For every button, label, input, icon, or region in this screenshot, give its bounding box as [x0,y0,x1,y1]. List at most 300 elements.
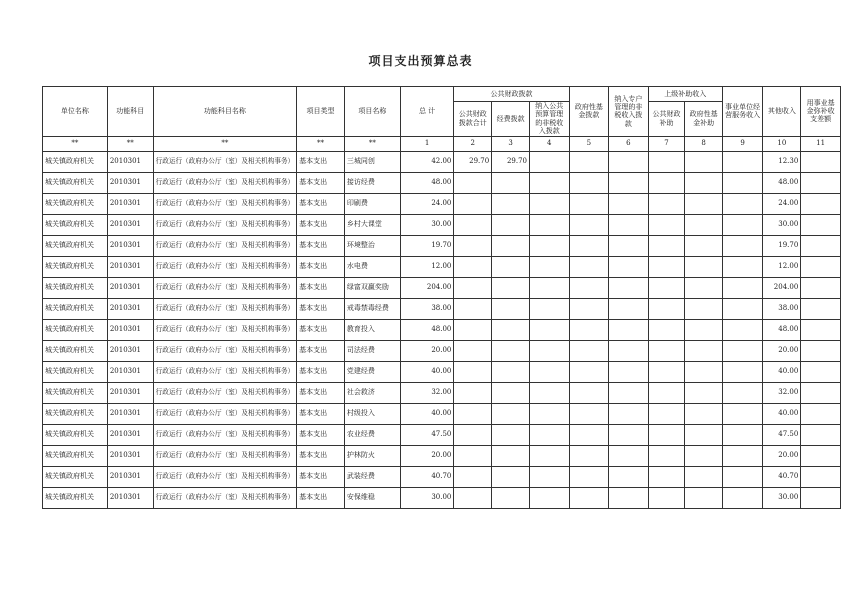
cell-balance [801,151,841,172]
cell-operation [722,466,763,487]
cell-pf-total [454,235,492,256]
cell-sup-public [648,298,685,319]
cell-operation [722,214,763,235]
cell-sup-public [648,445,685,466]
cell-other: 47.50 [763,424,801,445]
cell-pf-special [529,445,569,466]
header-func-name: 功能科目名称 [153,87,296,137]
cell-pf-total [454,487,492,508]
cell-pf-total [454,382,492,403]
cell-sup-public [648,466,685,487]
cell-pf-salary: 29.70 [492,151,530,172]
cell-func-code: 2010301 [107,445,153,466]
cell-other: 24.00 [763,193,801,214]
cell-func-name: 行政运行（政府办公厅（室）及相关机构事务） [153,193,296,214]
cell-balance [801,340,841,361]
cell-gov-fund [569,487,609,508]
index-cell: ** [344,136,400,151]
cell-pf-total [454,172,492,193]
cell-proj-name: 村级投入 [344,403,400,424]
table-row [43,172,841,193]
cell-func-code: 2010301 [107,319,153,340]
cell-balance [801,298,841,319]
index-cell: 8 [685,136,723,151]
cell-pf-salary [492,361,530,382]
cell-gov-fund [569,151,609,172]
table-row [43,256,841,277]
header-proj-type: 项目类型 [297,87,345,137]
cell-sup-public [648,172,685,193]
cell-func-code: 2010301 [107,361,153,382]
cell-other: 12.00 [763,256,801,277]
header-func-code: 功能科目 [107,87,153,137]
cell-pf-salary [492,172,530,193]
cell-pf-total [454,340,492,361]
cell-balance [801,487,841,508]
cell-operation [722,172,763,193]
cell-sup-gov [685,445,723,466]
cell-func-code: 2010301 [107,193,153,214]
cell-pf-special [529,487,569,508]
cell-pf-special [529,319,569,340]
cell-special-account [609,172,649,193]
cell-pf-salary [492,382,530,403]
index-cell: 11 [801,136,841,151]
cell-proj-type: 基本支出 [297,277,345,298]
cell-sup-gov [685,487,723,508]
index-cell: ** [297,136,345,151]
cell-func-name: 行政运行（政府办公厅（室）及相关机构事务） [153,235,296,256]
table-row [43,487,841,508]
cell-func-name: 行政运行（政府办公厅（室）及相关机构事务） [153,256,296,277]
cell-proj-type: 基本支出 [297,172,345,193]
cell-pf-special [529,403,569,424]
cell-balance [801,403,841,424]
cell-unit: 城关镇政府机关 [43,424,108,445]
cell-operation [722,424,763,445]
cell-sup-gov [685,235,723,256]
cell-operation [722,445,763,466]
cell-pf-total [454,445,492,466]
table-row [43,214,841,235]
cell-unit: 城关镇政府机关 [43,298,108,319]
cell-func-code: 2010301 [107,277,153,298]
table-row [43,466,841,487]
table-row [43,193,841,214]
cell-proj-type: 基本支出 [297,424,345,445]
cell-pf-special [529,361,569,382]
cell-special-account [609,214,649,235]
cell-func-code: 2010301 [107,487,153,508]
cell-sup-gov [685,424,723,445]
cell-other: 48.00 [763,172,801,193]
table-row [43,403,841,424]
header-public-fiscal: 公共财政拨款 [454,87,569,102]
cell-unit: 城关镇政府机关 [43,466,108,487]
cell-unit: 城关镇政府机关 [43,193,108,214]
cell-other: 204.00 [763,277,801,298]
cell-sup-public [648,151,685,172]
table-row [43,319,841,340]
cell-special-account [609,235,649,256]
index-cell: ** [43,136,108,151]
cell-sup-public [648,424,685,445]
index-row [43,136,841,151]
page-title: 项目支出预算总表 [368,54,473,68]
header-proj-name: 项目名称 [344,87,400,137]
index-cell: ** [107,136,153,151]
cell-proj-name: 社会救济 [344,382,400,403]
cell-pf-total [454,298,492,319]
index-cell: 5 [569,136,609,151]
cell-proj-type: 基本支出 [297,466,345,487]
cell-proj-type: 基本支出 [297,235,345,256]
cell-pf-special [529,193,569,214]
table-body [43,151,841,508]
cell-gov-fund [569,424,609,445]
table-header [43,87,841,152]
cell-func-code: 2010301 [107,214,153,235]
cell-gov-fund [569,319,609,340]
cell-special-account [609,151,649,172]
cell-gov-fund [569,193,609,214]
cell-proj-type: 基本支出 [297,193,345,214]
cell-proj-name: 三城同创 [344,151,400,172]
cell-pf-salary [492,214,530,235]
cell-total: 48.00 [400,319,454,340]
cell-operation [722,277,763,298]
cell-gov-fund [569,214,609,235]
cell-proj-name: 水电费 [344,256,400,277]
cell-operation [722,319,763,340]
cell-operation [722,298,763,319]
cell-pf-special [529,151,569,172]
header-sup-public: 公共财政补助 [648,102,685,137]
cell-gov-fund [569,172,609,193]
cell-total: 40.00 [400,403,454,424]
cell-proj-type: 基本支出 [297,340,345,361]
cell-proj-type: 基本支出 [297,298,345,319]
cell-proj-name: 戒毒禁毒经费 [344,298,400,319]
cell-pf-special [529,214,569,235]
index-cell: 3 [492,136,530,151]
cell-unit: 城关镇政府机关 [43,487,108,508]
cell-gov-fund [569,382,609,403]
cell-pf-salary [492,235,530,256]
cell-total: 47.50 [400,424,454,445]
cell-pf-total [454,214,492,235]
cell-proj-type: 基本支出 [297,361,345,382]
cell-total: 204.00 [400,277,454,298]
cell-special-account [609,319,649,340]
cell-pf-special [529,424,569,445]
cell-func-code: 2010301 [107,466,153,487]
header-operation: 事业单位经营服务收入 [722,87,763,137]
cell-sup-gov [685,403,723,424]
cell-operation [722,340,763,361]
cell-balance [801,235,841,256]
table-row [43,151,841,172]
cell-gov-fund [569,466,609,487]
cell-sup-gov [685,151,723,172]
cell-proj-type: 基本支出 [297,214,345,235]
cell-func-name: 行政运行（政府办公厅（室）及相关机构事务） [153,298,296,319]
cell-proj-name: 护林防火 [344,445,400,466]
cell-unit: 城关镇政府机关 [43,340,108,361]
cell-func-name: 行政运行（政府办公厅（室）及相关机构事务） [153,424,296,445]
cell-special-account [609,466,649,487]
index-cell: 2 [454,136,492,151]
table-row [43,298,841,319]
cell-total: 32.00 [400,382,454,403]
cell-pf-salary [492,256,530,277]
cell-proj-name: 接访经费 [344,172,400,193]
cell-operation [722,151,763,172]
cell-pf-salary [492,424,530,445]
cell-sup-public [648,256,685,277]
table-row [43,340,841,361]
cell-total: 12.00 [400,256,454,277]
cell-other: 20.00 [763,340,801,361]
cell-unit: 城关镇政府机关 [43,235,108,256]
table-row [43,445,841,466]
cell-sup-gov [685,193,723,214]
index-cell: 7 [648,136,685,151]
cell-other: 32.00 [763,382,801,403]
header-special-account: 纳入专户管理的非税收入拨款 [609,87,649,137]
cell-func-name: 行政运行（政府办公厅（室）及相关机构事务） [153,403,296,424]
cell-special-account [609,277,649,298]
cell-unit: 城关镇政府机关 [43,277,108,298]
cell-pf-total [454,256,492,277]
table-row [43,361,841,382]
cell-pf-total [454,319,492,340]
cell-pf-total [454,403,492,424]
cell-pf-total: 29.70 [454,151,492,172]
cell-proj-type: 基本支出 [297,487,345,508]
cell-sup-gov [685,382,723,403]
cell-operation [722,361,763,382]
header-sup-gov: 政府性基金补助 [685,102,723,137]
cell-special-account [609,403,649,424]
cell-sup-gov [685,319,723,340]
cell-other: 19.70 [763,235,801,256]
cell-proj-name: 党建经费 [344,361,400,382]
cell-func-name: 行政运行（政府办公厅（室）及相关机构事务） [153,382,296,403]
cell-unit: 城关镇政府机关 [43,151,108,172]
cell-pf-salary [492,340,530,361]
header-superior: 上级补助收入 [648,87,722,102]
cell-proj-type: 基本支出 [297,256,345,277]
cell-total: 19.70 [400,235,454,256]
cell-sup-gov [685,256,723,277]
cell-total: 30.00 [400,214,454,235]
cell-sup-public [648,319,685,340]
cell-balance [801,424,841,445]
cell-other: 40.00 [763,361,801,382]
cell-other: 40.70 [763,466,801,487]
cell-proj-type: 基本支出 [297,382,345,403]
cell-unit: 城关镇政府机关 [43,172,108,193]
header-gov-fund: 政府性基金拨款 [569,87,609,137]
table-row [43,235,841,256]
cell-other: 20.00 [763,445,801,466]
cell-unit: 城关镇政府机关 [43,214,108,235]
header-pf-salary: 经费拨款 [492,102,530,137]
cell-gov-fund [569,361,609,382]
cell-special-account [609,256,649,277]
cell-func-name: 行政运行（政府办公厅（室）及相关机构事务） [153,340,296,361]
cell-proj-name: 安保维稳 [344,487,400,508]
cell-pf-special [529,382,569,403]
cell-pf-total [454,361,492,382]
index-cell: 1 [400,136,454,151]
cell-gov-fund [569,256,609,277]
cell-sup-gov [685,298,723,319]
cell-pf-salary [492,193,530,214]
cell-pf-special [529,172,569,193]
cell-pf-total [454,193,492,214]
cell-func-name: 行政运行（政府办公厅（室）及相关机构事务） [153,277,296,298]
cell-pf-salary [492,277,530,298]
index-cell: 4 [529,136,569,151]
cell-other: 30.00 [763,487,801,508]
cell-sup-public [648,340,685,361]
cell-func-name: 行政运行（政府办公厅（室）及相关机构事务） [153,466,296,487]
index-cell: 10 [763,136,801,151]
cell-func-code: 2010301 [107,340,153,361]
header-total: 总 计 [400,87,454,137]
cell-other: 38.00 [763,298,801,319]
cell-other: 12.30 [763,151,801,172]
cell-balance [801,466,841,487]
cell-pf-salary [492,319,530,340]
cell-func-name: 行政运行（政府办公厅（室）及相关机构事务） [153,361,296,382]
cell-func-code: 2010301 [107,424,153,445]
table-row [43,382,841,403]
cell-proj-name: 环境整治 [344,235,400,256]
cell-operation [722,193,763,214]
header-pf-total: 公共财政拨款合计 [454,102,492,137]
table-row [43,424,841,445]
cell-func-name: 行政运行（政府办公厅（室）及相关机构事务） [153,487,296,508]
cell-balance [801,256,841,277]
cell-pf-special [529,256,569,277]
cell-proj-name: 司法经费 [344,340,400,361]
cell-func-code: 2010301 [107,235,153,256]
cell-sup-public [648,361,685,382]
index-cell: ** [153,136,296,151]
cell-proj-name: 农业经费 [344,424,400,445]
cell-pf-special [529,298,569,319]
cell-unit: 城关镇政府机关 [43,319,108,340]
cell-sup-gov [685,214,723,235]
cell-proj-type: 基本支出 [297,445,345,466]
cell-unit: 城关镇政府机关 [43,256,108,277]
cell-pf-special [529,277,569,298]
cell-func-code: 2010301 [107,256,153,277]
cell-pf-salary [492,403,530,424]
cell-operation [722,487,763,508]
cell-sup-public [648,403,685,424]
cell-special-account [609,361,649,382]
header-other: 其他收入 [763,87,801,137]
cell-gov-fund [569,235,609,256]
cell-sup-gov [685,277,723,298]
cell-pf-total [454,466,492,487]
cell-total: 24.00 [400,193,454,214]
cell-total: 40.00 [400,361,454,382]
cell-total: 48.00 [400,172,454,193]
cell-unit: 城关镇政府机关 [43,361,108,382]
cell-func-name: 行政运行（政府办公厅（室）及相关机构事务） [153,172,296,193]
cell-proj-type: 基本支出 [297,151,345,172]
cell-balance [801,445,841,466]
cell-gov-fund [569,445,609,466]
cell-total: 38.00 [400,298,454,319]
cell-pf-special [529,466,569,487]
cell-balance [801,382,841,403]
cell-special-account [609,340,649,361]
cell-pf-special [529,235,569,256]
cell-special-account [609,424,649,445]
cell-proj-name: 乡村大课堂 [344,214,400,235]
table-row [43,277,841,298]
cell-pf-salary [492,466,530,487]
cell-proj-name: 教育投入 [344,319,400,340]
cell-func-code: 2010301 [107,151,153,172]
cell-proj-name: 印刷费 [344,193,400,214]
cell-func-code: 2010301 [107,172,153,193]
cell-special-account [609,445,649,466]
cell-other: 40.00 [763,403,801,424]
cell-gov-fund [569,340,609,361]
cell-unit: 城关镇政府机关 [43,403,108,424]
header-balance: 用事业基金弥补收支差额 [801,87,841,137]
cell-total: 20.00 [400,340,454,361]
cell-pf-special [529,340,569,361]
cell-sup-gov [685,172,723,193]
cell-func-code: 2010301 [107,382,153,403]
header-pf-special: 纳入公共预算管理的非税收入拨款 [529,102,569,137]
cell-func-name: 行政运行（政府办公厅（室）及相关机构事务） [153,151,296,172]
index-cell: 9 [722,136,763,151]
cell-func-code: 2010301 [107,403,153,424]
header-unit: 单位名称 [43,87,108,137]
cell-sup-gov [685,466,723,487]
cell-special-account [609,382,649,403]
cell-sup-public [648,277,685,298]
cell-pf-salary [492,487,530,508]
cell-total: 20.00 [400,445,454,466]
cell-total: 30.00 [400,487,454,508]
cell-sup-public [648,382,685,403]
cell-operation [722,403,763,424]
cell-unit: 城关镇政府机关 [43,445,108,466]
cell-gov-fund [569,277,609,298]
cell-special-account [609,193,649,214]
cell-sup-public [648,235,685,256]
cell-func-code: 2010301 [107,298,153,319]
cell-other: 30.00 [763,214,801,235]
cell-sup-gov [685,361,723,382]
cell-operation [722,382,763,403]
cell-sup-public [648,487,685,508]
cell-total: 42.00 [400,151,454,172]
cell-proj-name: 绿富双赢奖励 [344,277,400,298]
cell-pf-salary [492,298,530,319]
cell-balance [801,361,841,382]
